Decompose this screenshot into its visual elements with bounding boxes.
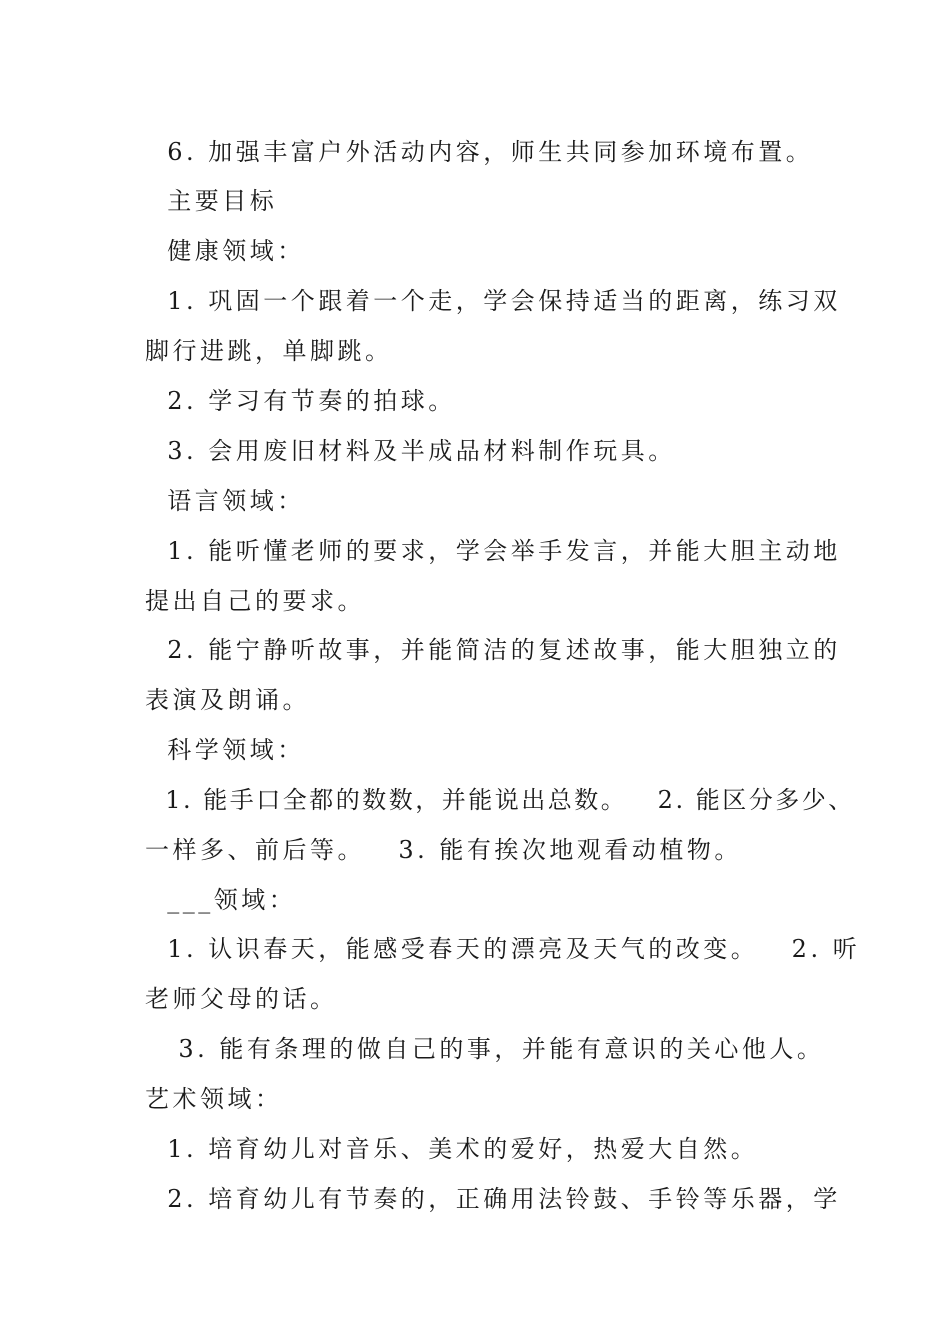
text-line: 提出自己的要求。 [145,587,365,615]
text-line: 3. 会用废旧材料及半成品材料制作玩具。 [145,437,676,465]
text-line: 6. 加强丰富户外活动内容，师生共同参加环境布置。 [145,138,814,166]
text-line: 2. 能宁静听故事，并能简洁的复述故事，能大胆独立的 [145,636,841,664]
text-line: 1. 能手口全都的数数，并能说出总数。 2. 能区分多少、 [145,786,855,814]
text-line: 脚行进跳，单脚跳。 [145,337,393,365]
text-line: 1. 认识春天，能感受春天的漂亮及天气的改变。 2. 听 [145,935,861,963]
text-line: 1. 能听懂老师的要求，学会举手发言，并能大胆主动地 [145,537,841,565]
section-heading: ___领域： [145,886,297,914]
text-line: 2. 学习有节奏的拍球。 [145,387,456,415]
section-heading: 科学领域： [145,736,305,764]
text-line: 1. 培育幼儿对音乐、美术的爱好，热爱大自然。 [145,1135,759,1163]
section-heading: 语言领域： [145,487,305,515]
section-heading: 主要目标 [145,187,278,215]
section-heading: 艺术领域： [145,1085,283,1113]
section-heading: 健康领域： [145,237,305,265]
text-line: 老师父母的话。 [145,985,338,1013]
text-line: 一样多、前后等。 3. 能有挨次地观看动植物。 [145,836,742,864]
text-line: 表演及朗诵。 [145,686,310,714]
text-line: 3. 能有条理的做自己的事，并能有意识的关心他人。 [145,1035,825,1063]
text-line: 1. 巩固一个跟着一个走，学会保持适当的距离，练习双 [145,287,841,315]
text-line: 2. 培育幼儿有节奏的，正确用法铃鼓、手铃等乐器，学 [145,1185,841,1213]
